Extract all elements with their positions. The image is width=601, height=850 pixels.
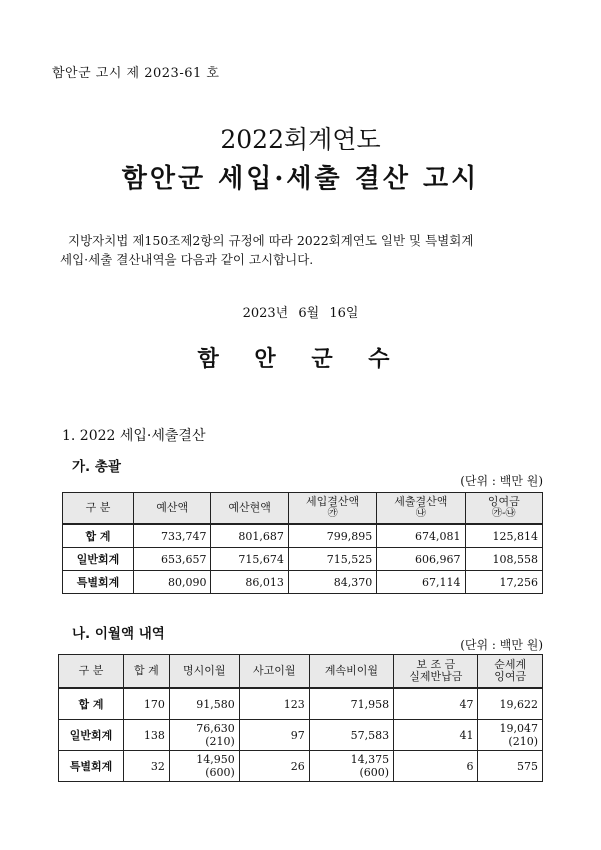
cell-surplus: 125,814 bbox=[465, 524, 542, 548]
cell-budget: 653,657 bbox=[134, 548, 211, 571]
cell-accident: 26 bbox=[239, 751, 309, 782]
cell-revenue: 84,370 bbox=[288, 571, 376, 594]
header-surplus bbox=[465, 493, 542, 525]
cell-explicit bbox=[169, 720, 239, 751]
cell-continued-sub: (600) bbox=[359, 766, 390, 779]
row-label: 합 계 bbox=[63, 524, 134, 548]
header-accident: 사고이월 bbox=[239, 655, 309, 689]
notice-number: 함안군 고시 제 2023-61 호 bbox=[52, 66, 220, 81]
carryover-unit: (단위 : 백만 원) bbox=[460, 638, 543, 652]
cell-budget: 80,090 bbox=[134, 571, 211, 594]
cell-subsidy: 47 bbox=[394, 688, 478, 720]
cell-current-budget: 715,674 bbox=[211, 548, 288, 571]
page-title: 함안군 세입·세출 결산 고시 bbox=[121, 164, 480, 194]
header-net-surplus bbox=[478, 655, 543, 689]
cell-surplus-sub: (210) bbox=[508, 735, 538, 748]
cell-current-budget: 86,013 bbox=[211, 571, 288, 594]
cell-explicit bbox=[169, 751, 239, 782]
header-subsidy-line2: 실제반납금 bbox=[409, 670, 463, 683]
header-surplus-label: 잉여금 bbox=[487, 495, 520, 508]
header-continued: 계속비이월 bbox=[309, 655, 393, 689]
notice-date: 2023년 6월 16일 bbox=[242, 306, 359, 321]
body-text bbox=[60, 231, 560, 269]
title-fiscal-year: 2022회계연도 bbox=[220, 125, 381, 154]
cell-explicit-value: 14,950 bbox=[196, 753, 235, 766]
header-current-budget: 예산현액 bbox=[211, 493, 288, 525]
cell-current-budget: 801,687 bbox=[211, 524, 288, 548]
cell-continued: 57,583 bbox=[309, 720, 393, 751]
cell-surplus bbox=[478, 688, 543, 720]
carryover-table bbox=[58, 654, 543, 782]
header-revenue-mark: ㉮ bbox=[327, 508, 338, 519]
cell-explicit bbox=[169, 688, 239, 720]
cell-total: 170 bbox=[124, 688, 170, 720]
cell-accident: 97 bbox=[239, 720, 309, 751]
header-division: 구 분 bbox=[63, 493, 134, 525]
cell-total: 32 bbox=[124, 751, 170, 782]
cell-revenue: 715,525 bbox=[288, 548, 376, 571]
issuer-signature: 함 안 군 수 bbox=[197, 346, 404, 372]
carryover-header-row bbox=[59, 655, 543, 689]
table-row bbox=[63, 548, 543, 571]
cell-subsidy: 6 bbox=[394, 751, 478, 782]
cell-surplus: 575 bbox=[478, 751, 543, 782]
summary-heading: 가. 총괄 bbox=[72, 459, 121, 475]
body-line-2: 세입·세출 결산내역을 다음과 같이 고시합니다. bbox=[60, 252, 314, 267]
row-label: 특별회계 bbox=[63, 571, 134, 594]
table-row bbox=[63, 571, 543, 594]
header-division: 구 분 bbox=[59, 655, 124, 689]
row-label: 특별회계 bbox=[59, 751, 124, 782]
summary-table bbox=[62, 492, 543, 594]
table-row bbox=[59, 720, 543, 751]
cell-surplus bbox=[478, 720, 543, 751]
header-explicit: 명시이월 bbox=[169, 655, 239, 689]
header-expenditure bbox=[377, 493, 465, 525]
cell-revenue: 799,895 bbox=[288, 524, 376, 548]
carryover-heading: 나. 이월액 내역 bbox=[72, 626, 165, 642]
cell-explicit-sub: (600) bbox=[205, 766, 235, 779]
cell-continued-value: 71,958 bbox=[350, 697, 390, 711]
section-heading: 1. 2022 세입·세출결산 bbox=[62, 428, 206, 444]
cell-expenditure: 606,967 bbox=[377, 548, 465, 571]
table-row bbox=[63, 524, 543, 548]
header-budget: 예산액 bbox=[134, 493, 211, 525]
header-subsidy bbox=[394, 655, 478, 689]
cell-subsidy: 41 bbox=[394, 720, 478, 751]
cell-surplus: 108,558 bbox=[465, 548, 542, 571]
row-label: 일반회계 bbox=[59, 720, 124, 751]
cell-expenditure: 67,114 bbox=[377, 571, 465, 594]
cell-total: 138 bbox=[124, 720, 170, 751]
cell-explicit-sub: (210) bbox=[205, 735, 235, 748]
cell-explicit-value: 76,630 bbox=[196, 722, 235, 735]
header-net-line1: 순세계 bbox=[494, 658, 527, 671]
header-expenditure-label: 세출결산액 bbox=[394, 495, 448, 508]
cell-surplus: 17,256 bbox=[465, 571, 542, 594]
body-line-1: 지방자치법 제150조제2항의 규정에 따라 2022회계연도 일반 및 특별회계 bbox=[68, 233, 474, 248]
header-revenue-label: 세입결산액 bbox=[305, 495, 360, 508]
cell-accident: 123 bbox=[239, 688, 309, 720]
header-subsidy-line1: 보 조 금 bbox=[416, 658, 456, 671]
cell-explicit-value: 91,580 bbox=[196, 697, 235, 711]
cell-continued bbox=[309, 751, 393, 782]
summary-header-row bbox=[63, 493, 543, 525]
header-surplus-mark: ㉮-㉯ bbox=[491, 508, 516, 519]
header-expenditure-mark: ㉯ bbox=[415, 508, 426, 519]
summary-unit: (단위 : 백만 원) bbox=[460, 474, 543, 488]
cell-continued-value: 14,375 bbox=[350, 753, 390, 766]
table-row bbox=[59, 688, 543, 720]
cell-surplus-value: 19,047 bbox=[499, 722, 538, 735]
cell-surplus-value: 19,622 bbox=[499, 697, 538, 711]
cell-continued bbox=[309, 688, 393, 720]
header-net-line2: 잉여금 bbox=[494, 670, 527, 683]
header-total: 합 계 bbox=[124, 655, 170, 689]
row-label: 합 계 bbox=[59, 688, 124, 720]
cell-expenditure: 674,081 bbox=[377, 524, 465, 548]
cell-budget: 733,747 bbox=[134, 524, 211, 548]
row-label: 일반회계 bbox=[63, 548, 134, 571]
table-row bbox=[59, 751, 543, 782]
header-revenue bbox=[288, 493, 376, 525]
